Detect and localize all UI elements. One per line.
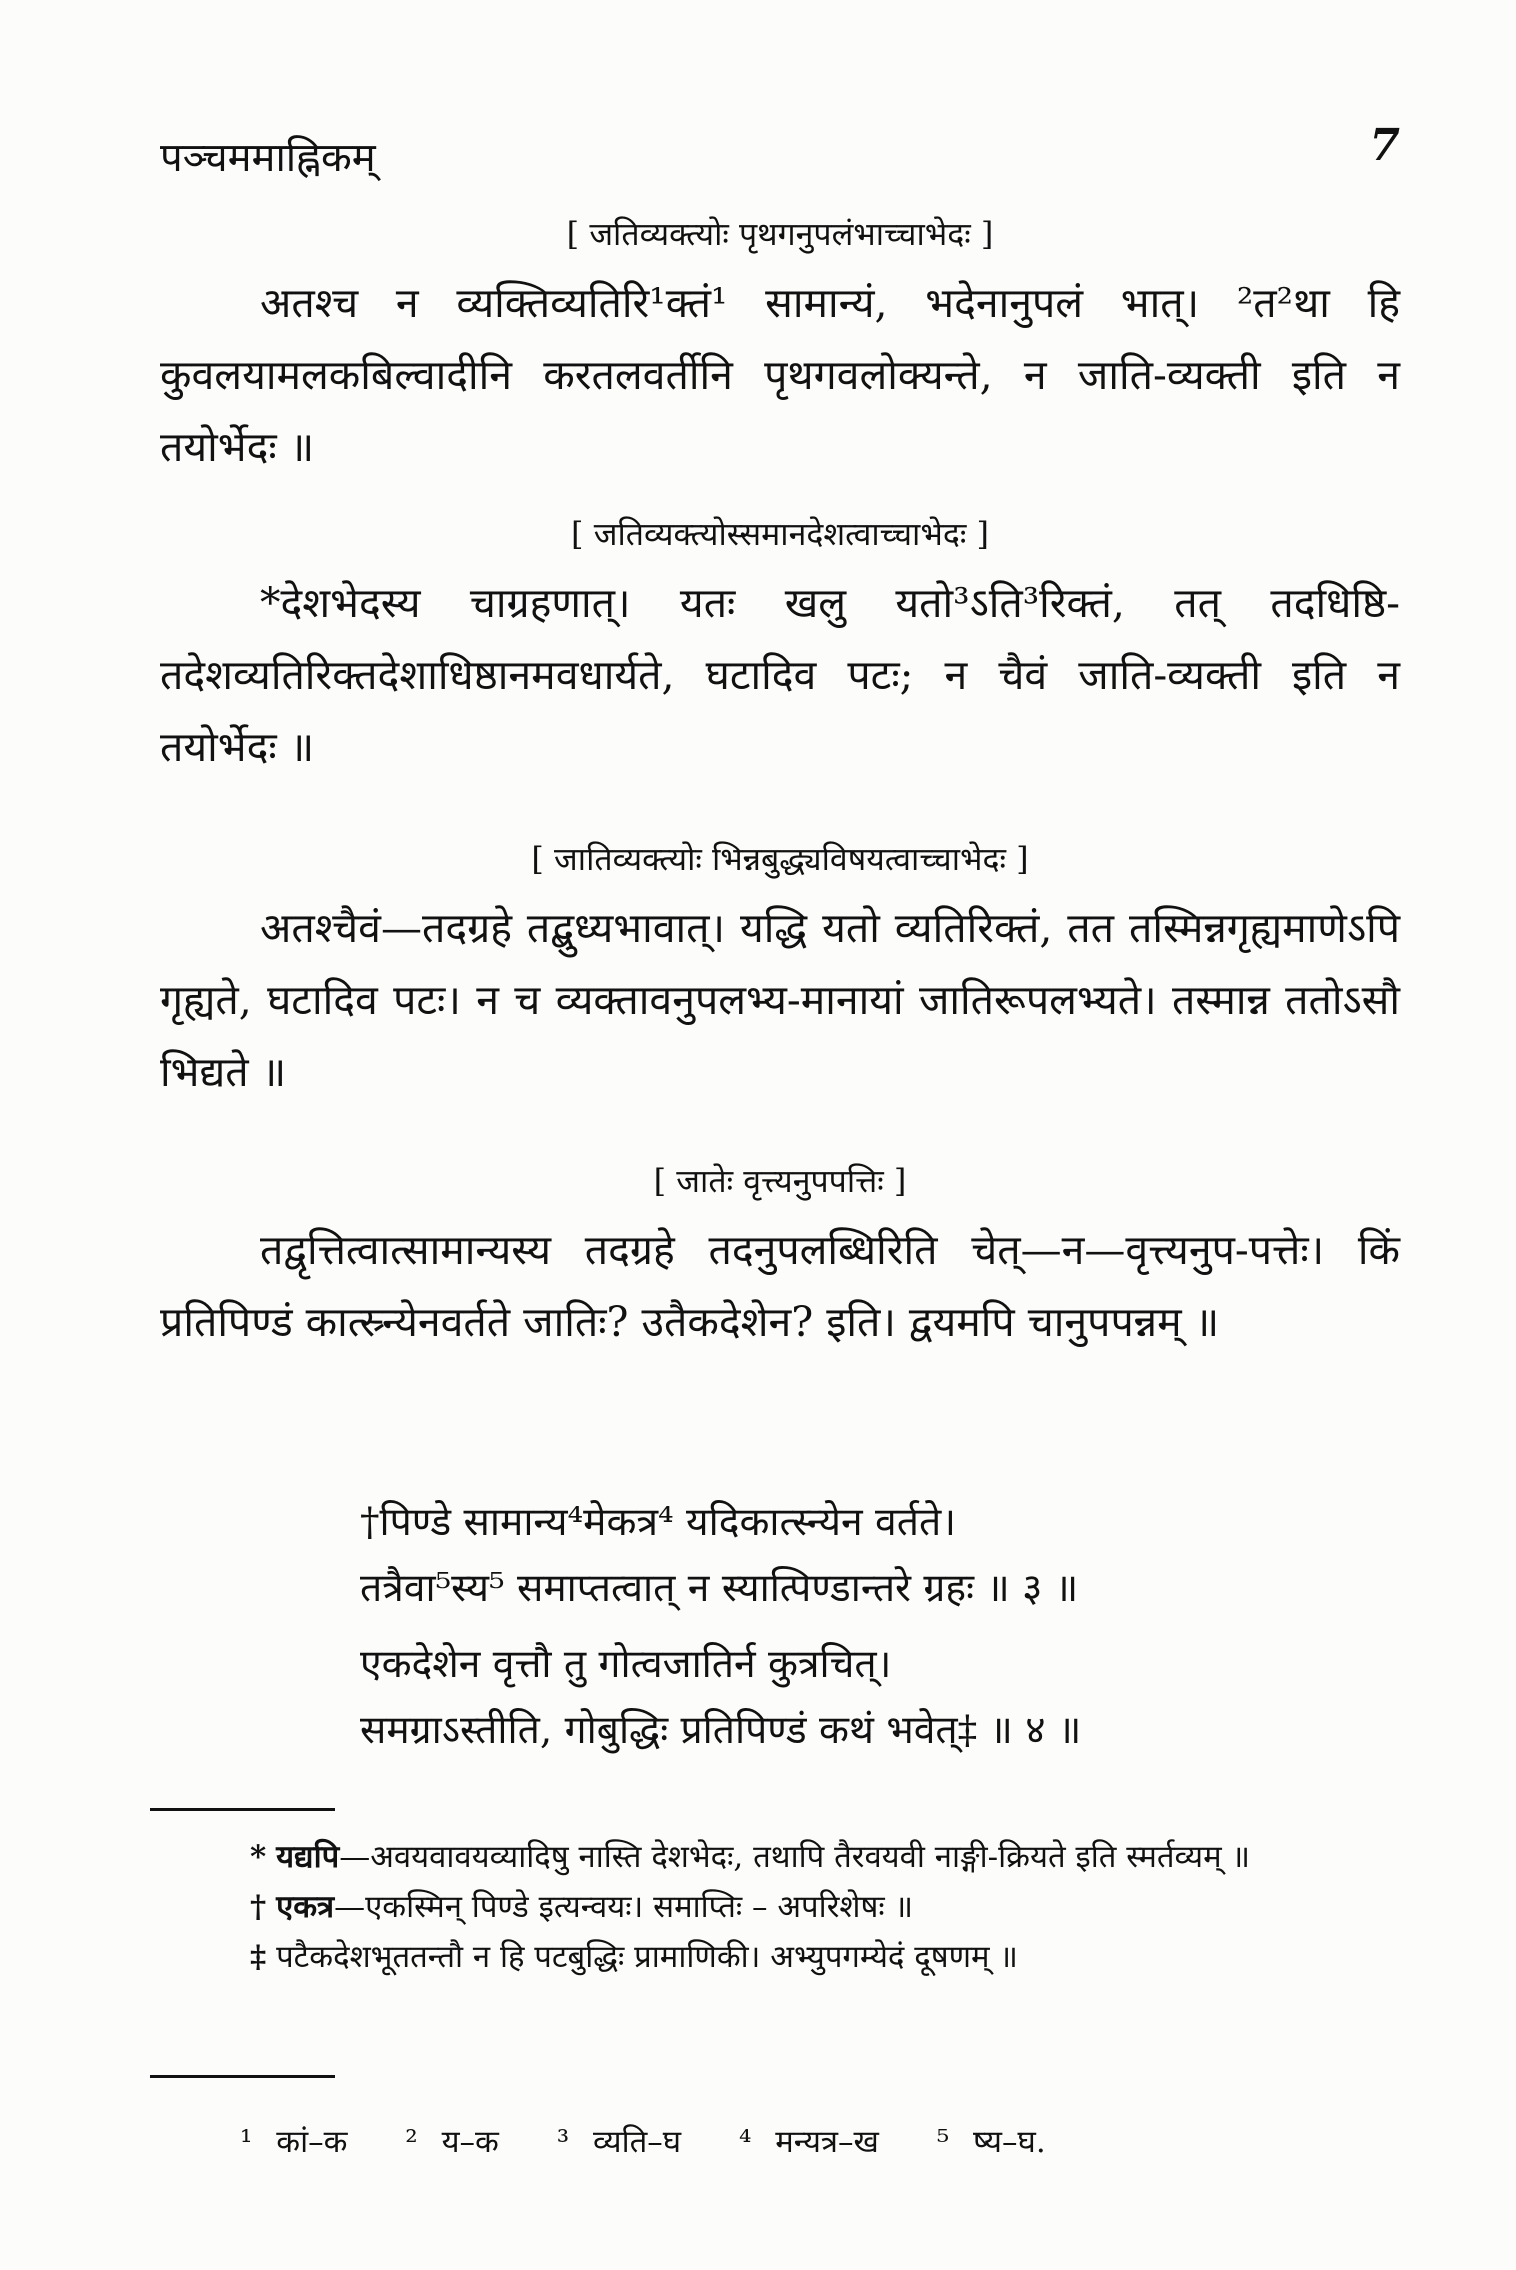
footnote-text: —अवयवावयव्यादिषु नास्ति देशभेदः, तथापि तैरवयवी नाङ्गी-क्रियते इति स्मर्तव्यम् ॥ bbox=[339, 1839, 1251, 1875]
section-4 bbox=[160, 1162, 1400, 1358]
variant-reading: ⁴ मन्यत्र–ख bbox=[738, 2124, 879, 2160]
footnotes bbox=[160, 1832, 1400, 1982]
variant-readings bbox=[160, 2120, 1400, 2164]
section-heading: [ जातिव्यक्त्योः भिन्नबुद्ध्यविषयत्वाच्चाभेदः ] bbox=[531, 840, 1029, 878]
variant-reading: ² य–क bbox=[405, 2124, 499, 2160]
footnote bbox=[160, 1832, 1400, 1882]
section-heading: [ जातेः वृत्त्यनुपपत्तिः ] bbox=[653, 1162, 907, 1200]
footnote-mark: * bbox=[250, 1839, 267, 1875]
running-title: पञ्चममाह्निकम् bbox=[160, 135, 376, 181]
footnote-head: यद्यपि bbox=[276, 1839, 340, 1875]
verse-line: †पिण्डे सामान्य⁴मेकत्र⁴ यदिकात्स्न्येन वर्तते। bbox=[360, 1500, 956, 1545]
section-2 bbox=[160, 515, 1400, 783]
verse-line: तत्रैवा⁵स्य⁵ समाप्तत्वात् न स्यात्पिण्डान्तरे ग्रहः ॥ ३ ॥ bbox=[360, 1566, 1079, 1611]
section-heading: [ जतिव्यक्त्योस्समानदेशत्वाच्चाभेदः ] bbox=[571, 515, 989, 553]
footnote-rule bbox=[150, 1808, 335, 1811]
section-text: *देशभेदस्य चाग्रहणात्। यतः खलु यतो³ऽति³रिक्तं, तत् तदधिष्ठि- तदेशव्यतिरिक्तदेशाधिष्ठानमवधार्यते, घटादिव पटः; न चैवं जाति-व्यक्ती इति न तयोर्भेदः ॥ bbox=[160, 579, 1400, 772]
footnote-mark: † bbox=[250, 1889, 267, 1925]
section-1 bbox=[160, 215, 1400, 483]
verse-line: एकदेशेन वृत्तौ तु गोत्वजातिर्न कुत्रचित्। bbox=[360, 1642, 892, 1687]
page-number: 7 bbox=[1369, 120, 1400, 171]
section-3 bbox=[160, 840, 1400, 1108]
variant-reading: ¹ कां–क bbox=[240, 2124, 348, 2160]
variant-reading: ³ व्यति–घ bbox=[556, 2124, 682, 2160]
footnote-text: पटैकदेशभूततन्तौ न हि पटबुद्धिः प्रामाणिकी। अभ्युपगम्येदं दूषणम् ॥ bbox=[276, 1939, 1019, 1975]
section-text: अतश्च न व्यक्तिव्यतिरि¹क्तं¹ सामान्यं, भदेनानुपलं भात्। ²त²था हि कुवलयामलकबिल्वादीनि करतलवर्तीनि पृथगवलोक्यन्ते, न जाति-व्यक्ती इति न तयोर्भेदः ॥ bbox=[160, 279, 1400, 472]
section-text: अतश्चैवं—तदग्रहे तद्बुध्यभावात्। यद्धि यतो व्यतिरिक्तं, तत तस्मिन्नगृह्यमाणेऽपि गृह्यते, घटादिव पटः। न च व्यक्तावनुपलभ्य-मानायां जातिरूपलभ्यते। तस्मान्न ततोऽसौ भिद्यते ॥ bbox=[160, 904, 1400, 1097]
section-text: तद्वृत्तित्वात्सामान्यस्य तदग्रहे तदनुपलब्धिरिति चेत्—न—वृत्त्यनुप-पत्तेः। किं प्रतिपिण्डं कात्स्र्न्येनवर्तते जातिः? उतैकदेशेन? इति। द्वयमपि चानुपपन्नम् ॥ bbox=[160, 1226, 1400, 1347]
variants-rule bbox=[150, 2075, 335, 2078]
footnote bbox=[160, 1882, 1400, 1932]
footnote-mark: ‡ bbox=[250, 1939, 267, 1975]
running-head bbox=[160, 120, 1400, 180]
variants-line bbox=[160, 2120, 1400, 2164]
footnote-head: एकत्र bbox=[276, 1889, 335, 1925]
verse-line: समग्राऽस्तीति, गोबुद्धिः प्रतिपिण्डं कथं भवेत्‡ ॥ ४ ॥ bbox=[360, 1708, 1082, 1753]
verse-block bbox=[160, 1490, 1400, 1764]
footnote bbox=[160, 1932, 1400, 1982]
variant-reading: ⁵ ष्य–घ. bbox=[936, 2124, 1046, 2160]
footnote-text: —एकस्मिन् पिण्डे इत्यन्वयः। समाप्तिः – अपरिशेषः ॥ bbox=[334, 1889, 914, 1925]
page bbox=[160, 120, 1400, 2230]
section-heading: [ जतिव्यक्त्योः पृथगनुपलंभाच्चाभेदः ] bbox=[566, 215, 994, 253]
